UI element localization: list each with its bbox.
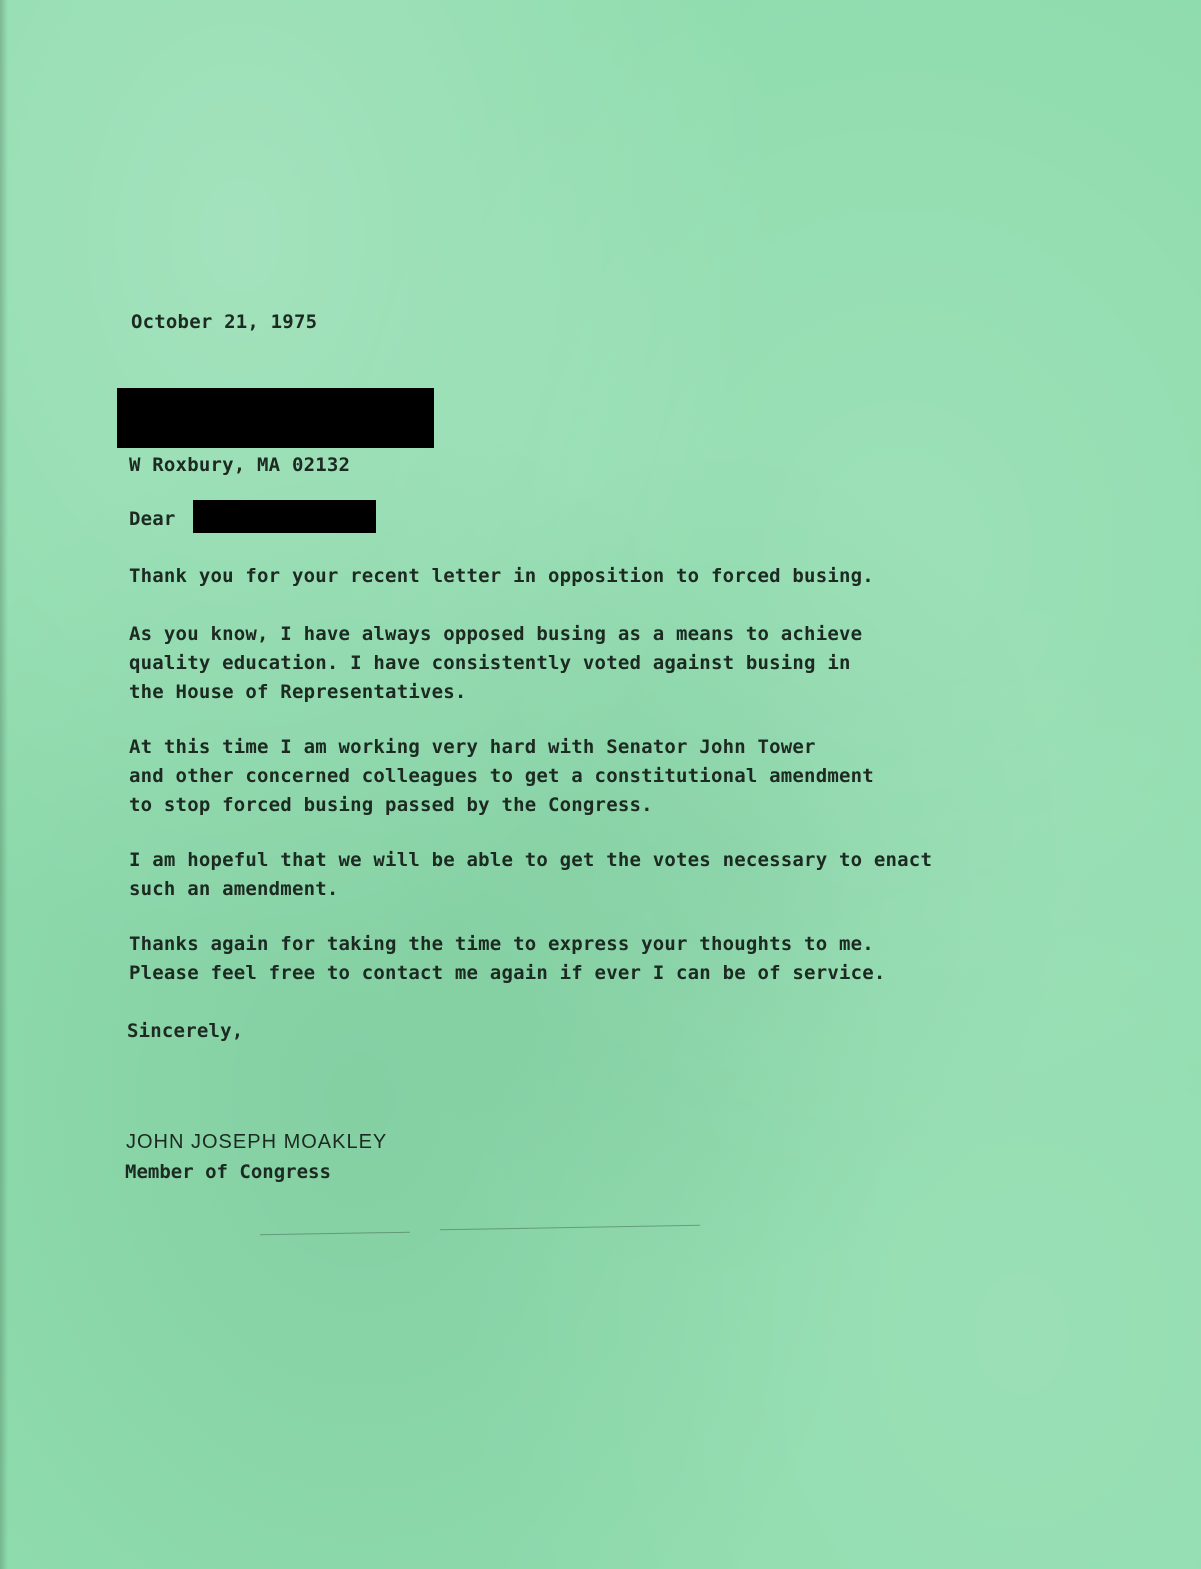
paragraph-line: the House of Representatives. [129,681,467,703]
paragraph-line: Thanks again for taking the time to express your thoughts to me. [129,933,874,955]
paragraph-line: and other concerned colleagues to get a constitutional amendment [129,765,874,787]
paragraph-line: to stop forced busing passed by the Congress. [129,794,653,816]
redacted-recipient-name [117,388,434,448]
salutation: Dear [129,508,176,530]
paragraph-line: quality education. I have consistently voted against busing in [129,652,851,674]
paragraph-line: I am hopeful that we will be able to get the votes necessary to enact [129,849,933,871]
paragraph-line: such an amendment. [129,878,339,900]
signer-name: JOHN JOSEPH MOAKLEY [126,1131,388,1153]
paragraph-line: As you know, I have always opposed busing as a means to achieve [129,623,863,645]
paragraph-2 [129,620,862,707]
recipient-address: W Roxbury, MA 02132 [129,454,351,476]
letter-date: October 21, 1975 [131,311,318,333]
paragraph-3 [129,733,874,820]
paper-edge-shadow [0,0,8,1569]
paragraph-4 [129,846,932,904]
paragraph-line: Thank you for your recent letter in opposition to forced busing. [129,565,874,587]
faint-mark [440,1225,700,1231]
redacted-salutation-name [193,500,376,533]
faint-mark [260,1232,410,1236]
signer-title: Member of Congress [125,1161,331,1183]
closing: Sincerely, [127,1020,244,1042]
paragraph-5 [129,930,886,988]
paragraph-line: Please feel free to contact me again if ever I can be of service. [129,962,886,984]
paragraph-line: At this time I am working very hard with Senator John Tower [129,736,816,758]
paragraph-1 [129,562,874,591]
